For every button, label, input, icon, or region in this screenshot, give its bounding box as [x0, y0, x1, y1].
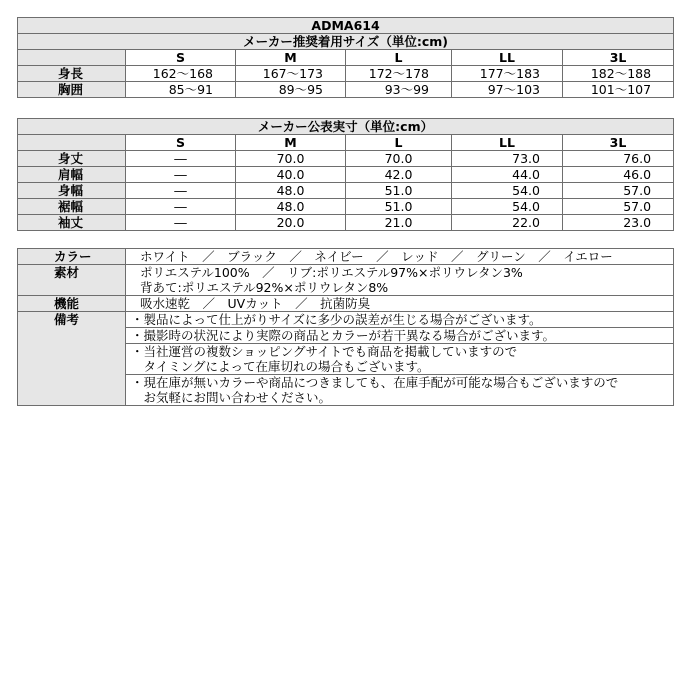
value-cell: 162～168 [126, 66, 236, 82]
size-header: 3L [563, 50, 674, 66]
size-header: 3L [563, 135, 674, 151]
table-row [18, 82, 674, 98]
color-row [18, 249, 674, 265]
value-cell: 20.0 [236, 215, 346, 231]
size-header: S [126, 50, 236, 66]
color-value: ホワイト ／ ブラック ／ ネイビー ／ レッド ／ グリーン ／ イエロー [126, 249, 674, 265]
corner-cell [18, 135, 126, 151]
value-cell: 46.0 [563, 167, 674, 183]
row-label: 肩幅 [18, 167, 126, 183]
value-cell: 70.0 [346, 151, 452, 167]
value-cell: 172～178 [346, 66, 452, 82]
value-cell: 57.0 [563, 199, 674, 215]
product-code-row [18, 18, 674, 34]
size-header: LL [452, 135, 563, 151]
note-line: ・撮影時の状況により実際の商品とカラーが若干異なる場合がございます。 [131, 328, 556, 343]
value-cell: 70.0 [236, 151, 346, 167]
material-line: 背あて:ポリエステル92%×ポリウレタン8% [140, 280, 389, 295]
corner-cell [18, 50, 126, 66]
value-cell: 97～103 [452, 82, 563, 98]
product-code: ADMA614 [18, 18, 674, 34]
measured-size-table [17, 118, 674, 231]
value-cell: ― [126, 199, 236, 215]
recommended-heading: メーカー推奨着用サイズ（単位:cm) [18, 34, 674, 50]
value-cell: 182～188 [563, 66, 674, 82]
table-row [18, 66, 674, 82]
material-value [126, 265, 674, 296]
value-cell: 48.0 [236, 199, 346, 215]
table-row [18, 199, 674, 215]
note-item [126, 344, 674, 375]
value-cell: 21.0 [346, 215, 452, 231]
color-label: カラー [18, 249, 126, 265]
value-cell: ― [126, 167, 236, 183]
value-cell: 89～95 [236, 82, 346, 98]
value-cell: 40.0 [236, 167, 346, 183]
size-header-row [18, 135, 674, 151]
size-header-row [18, 50, 674, 66]
value-cell: 76.0 [563, 151, 674, 167]
value-cell: 57.0 [563, 183, 674, 199]
value-cell: 177～183 [452, 66, 563, 82]
row-label: 身長 [18, 66, 126, 82]
note-line: お気軽にお問い合わせください。 [131, 390, 332, 405]
value-cell: 54.0 [452, 199, 563, 215]
value-cell: ― [126, 183, 236, 199]
material-line: ポリエステル100% ／ リブ:ポリエステル97%×ポリウレタン3% [140, 265, 523, 280]
recommended-size-table [17, 17, 674, 98]
size-header: L [346, 50, 452, 66]
size-header: M [236, 50, 346, 66]
value-cell: 48.0 [236, 183, 346, 199]
note-line: ・製品によって仕上がりサイズに多少の誤差が生じる場合がございます。 [131, 312, 542, 327]
value-cell: 51.0 [346, 183, 452, 199]
value-cell: 93～99 [346, 82, 452, 98]
material-row [18, 265, 674, 296]
function-value: 吸水速乾 ／ UVカット ／ 抗菌防臭 [126, 296, 674, 312]
material-label: 素材 [18, 265, 126, 296]
size-header: S [126, 135, 236, 151]
product-details-table [17, 248, 674, 406]
function-row [18, 296, 674, 312]
table-row [18, 215, 674, 231]
row-label: 身幅 [18, 183, 126, 199]
note-item [126, 328, 674, 344]
value-cell: 54.0 [452, 183, 563, 199]
notes-row [18, 312, 674, 328]
value-cell: 51.0 [346, 199, 452, 215]
value-cell: 101～107 [563, 82, 674, 98]
row-label: 裾幅 [18, 199, 126, 215]
row-label: 胸囲 [18, 82, 126, 98]
value-cell: ― [126, 215, 236, 231]
note-line: タイミングによって在庫切れの場合もございます。 [131, 359, 430, 374]
measured-heading: メーカー公表実寸（単位:cm） [18, 119, 674, 135]
table-row [18, 151, 674, 167]
note-line: ・現在庫が無いカラーや商品につきましても、在庫手配が可能な場合もございますので [131, 375, 619, 390]
row-label: 袖丈 [18, 215, 126, 231]
table-row [18, 167, 674, 183]
note-item [126, 375, 674, 406]
function-label: 機能 [18, 296, 126, 312]
value-cell: 85～91 [126, 82, 236, 98]
value-cell: ― [126, 151, 236, 167]
note-item [126, 312, 674, 328]
value-cell: 167～173 [236, 66, 346, 82]
value-cell: 22.0 [452, 215, 563, 231]
size-header: M [236, 135, 346, 151]
value-cell: 73.0 [452, 151, 563, 167]
table-row [18, 183, 674, 199]
measured-heading-row [18, 119, 674, 135]
size-header: LL [452, 50, 563, 66]
row-label: 身丈 [18, 151, 126, 167]
notes-label: 備考 [18, 312, 126, 406]
value-cell: 42.0 [346, 167, 452, 183]
value-cell: 23.0 [563, 215, 674, 231]
recommended-heading-row [18, 34, 674, 50]
note-line: ・当社運営の複数ショッピングサイトでも商品を掲載していますので [131, 344, 518, 359]
size-header: L [346, 135, 452, 151]
value-cell: 44.0 [452, 167, 563, 183]
